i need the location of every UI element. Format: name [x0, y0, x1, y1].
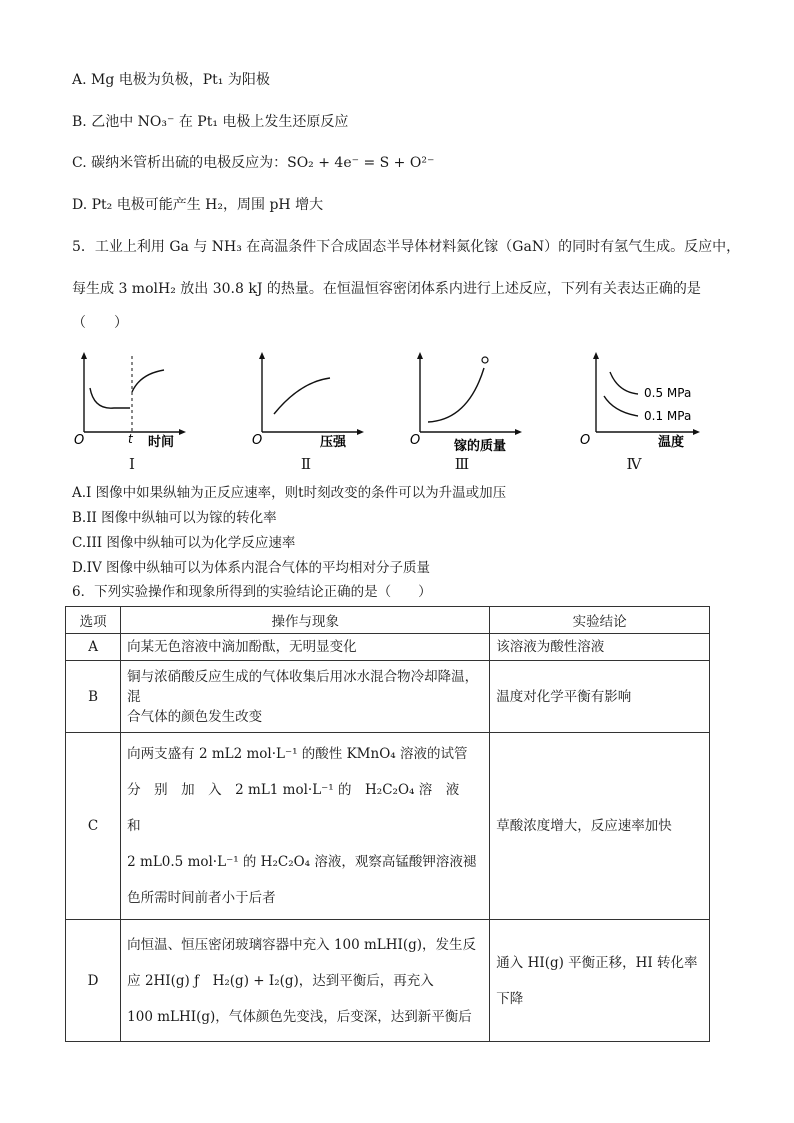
graph-3 [408, 350, 528, 454]
graph-4-x-arrow [693, 429, 700, 435]
graph-4-curve-low [604, 396, 638, 416]
row-b-conclusion [490, 661, 710, 733]
row-a-conclusion-line: 该溶液为酸性溶液 [496, 639, 605, 655]
q4-option-b: B. 乙池中 NO₃⁻ 在 Pt₁ 电极上发生还原反应 [72, 114, 349, 130]
row-a-operation-line: 向某无色溶液中滴加酚酞，无明显变化 [127, 639, 357, 655]
row-d-operation-line: 向恒温、恒压密闭玻璃容器中充入 100 mLHI(g)，发生反 [127, 936, 477, 953]
graph-3-roman: Ⅲ [454, 455, 470, 473]
row-b-option: B [66, 661, 121, 733]
graph-1-origin: O [74, 433, 85, 448]
header-conclusion: 实验结论 [490, 607, 710, 634]
q4-option-c: C. 碳纳米管析出硫的电极反应为：SO₂ + 4e⁻ = S + O²⁻ [72, 155, 435, 171]
graph-1-x-label: 时间 [148, 435, 175, 450]
q6-stem: 6．下列实验操作和现象所得到的实验结论正确的是（ ） [72, 584, 432, 600]
row-b-operation-line: 混 [127, 688, 141, 705]
q5-stem-line2: 每生成 3 molH₂ 放出 30.8 kJ 的热量。在恒温恒容密闭体系内进行上述反应，下列有关表达正确的是 [72, 281, 701, 297]
q4-option-a: A. Mg 电极为负极，Pt₁ 为阳极 [72, 72, 270, 88]
graph-4-origin: O [580, 433, 591, 448]
graph-1-t-label: t [128, 432, 133, 446]
row-b-operation-line: 合气体的颜色发生改变 [127, 708, 263, 725]
graph-1-curve-before [90, 388, 130, 408]
q5-option-a: A.I 图像中如果纵轴为正反应速率，则t时刻改变的条件可以为升温或加压 [72, 485, 507, 501]
q5-option-c: C.III 图像中纵轴可以为化学反应速率 [72, 535, 296, 551]
table-row [66, 634, 710, 661]
row-c-conclusion [490, 733, 710, 920]
row-d-conclusion-line: 通入 HI(g) 平衡正移，HI 转化率 [496, 954, 698, 971]
table-row [66, 661, 710, 733]
q6-table-header-row [66, 607, 710, 634]
graph-2-roman: Ⅱ [300, 455, 312, 473]
row-a-conclusion [490, 634, 710, 661]
graph-1 [72, 350, 192, 450]
q5-option-b: B.II 图像中纵轴可以为镓的转化率 [72, 510, 277, 526]
row-c-option: C [66, 733, 121, 920]
row-c-operation [121, 733, 490, 920]
q5-option-d: D.IV 图像中纵轴可以为体系内混合气体的平均相对分子质量 [72, 560, 431, 576]
row-b-operation-line: 铜与浓硝酸反应生成的气体收集后用冰水混合物冷却降温， [127, 668, 479, 685]
graph-3-x-label: 镓的质量 [454, 439, 507, 454]
graph-3-curve-end [482, 357, 488, 363]
row-a-operation [121, 634, 490, 661]
header-operation: 操作与现象 [121, 607, 490, 634]
row-d-conclusion-line: 下降 [496, 990, 524, 1007]
row-c-operation-line: 分 别 加 入 2 mL1 mol·L⁻¹ 的 H₂C₂O₄ 溶 液 和 [127, 782, 473, 834]
row-a-option: A [66, 634, 121, 661]
row-b-operation [121, 661, 490, 733]
header-option: 选项 [66, 607, 121, 634]
row-c-operation-line: 2 mL0.5 mol·L⁻¹ 的 H₂C₂O₄ 溶液，观察高锰酸钾溶液褪 [127, 854, 477, 870]
graph-2-y-arrow [259, 352, 265, 359]
graph-4-label-high: 0.5 MPa [644, 386, 692, 400]
graph-1-curve-after [132, 370, 164, 392]
row-d-operation-line: 100 mLHI(g)，气体颜色先变浅，后变深，达到新平衡后 [127, 1008, 472, 1025]
graph-2-curve [274, 378, 330, 414]
row-c-operation-line: 向两支盛有 2 mL2 mol·L⁻¹ 的酸性 KMnO₄ 溶液的试管 [127, 746, 468, 762]
table-row [66, 733, 710, 920]
graph-3-origin: O [410, 433, 421, 448]
graph-2-origin: O [252, 433, 263, 448]
graph-3-y-arrow [417, 352, 423, 359]
row-d-conclusion [490, 920, 710, 1042]
graph-1-y-arrow [81, 352, 87, 359]
q5-stem-line1: 5．工业上利用 Ga 与 NH₃ 在高温条件下合成固态半导体材料氮化镓（GaN）的同时有氢气生成。反应中， [72, 239, 741, 255]
row-d-operation-line: 应 2HI(g) ƒ H₂(g) + I₂(g)，达到平衡后，再充入 [127, 972, 434, 989]
row-c-conclusion-line: 草酸浓度增大，反应速率加快 [496, 818, 672, 834]
graph-4-roman: Ⅳ [626, 455, 642, 473]
row-d-operation [121, 920, 490, 1042]
row-c-operation-line: 色所需时间前者小于后者 [127, 890, 276, 906]
q6-table [65, 606, 710, 1042]
graph-4-label-low: 0.1 MPa [644, 409, 692, 423]
row-b-conclusion-line: 温度对化学平衡有影响 [496, 688, 632, 705]
graph-2-x-arrow [357, 429, 364, 435]
graph-4-y-arrow [593, 352, 599, 359]
graph-4-x-label: 温度 [658, 435, 685, 450]
graph-3-curve [428, 368, 484, 422]
graph-1-roman: Ⅰ [129, 455, 135, 473]
table-row [66, 920, 710, 1042]
row-d-option: D [66, 920, 121, 1042]
graph-2 [250, 350, 370, 450]
q4-option-d: D. Pt₂ 电极可能产生 H₂，周围 pH 增大 [72, 197, 324, 213]
graph-2-x-label: 压强 [320, 435, 347, 450]
graph-1-x-arrow [179, 429, 186, 435]
graph-4 [576, 350, 716, 450]
q5-stem-line3: （ ） [72, 315, 128, 331]
graph-3-x-arrow [515, 429, 522, 435]
graph-4-curve-high [610, 372, 638, 394]
